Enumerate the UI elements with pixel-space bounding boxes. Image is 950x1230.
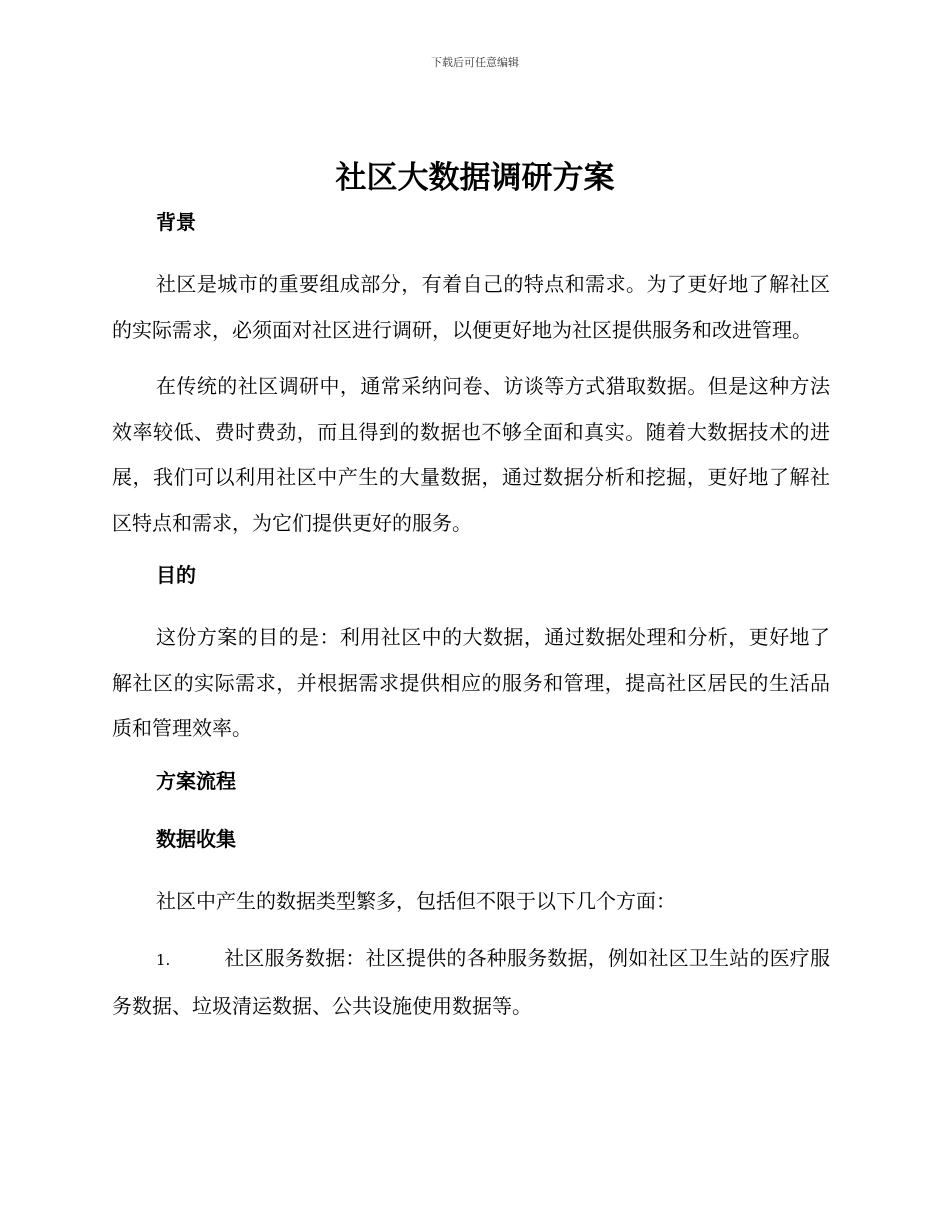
paragraph-purpose-1: 这份方案的目的是：利用社区中的大数据，通过数据处理和分析，更好地了解社区的实际需求，并根据需求提供相应的服务和管理，提高社区居民的生活品质和管理效率。 — [112, 625, 830, 740]
page-title: 社区大数据调研方案 — [335, 160, 615, 196]
document-body — [112, 204, 830, 1029]
list-item-number: 1. — [156, 951, 171, 969]
section-heading-process: 方案流程 — [156, 768, 236, 793]
section-heading-purpose: 目的 — [156, 563, 196, 587]
list-item-text: 社区服务数据：社区提供的各种服务数据，例如社区卫生站的医疗服务数据、垃圾清运数据、公共设施使用数据等。 — [112, 946, 830, 1018]
list-item — [112, 936, 830, 1029]
paragraph-background-1: 社区是城市的重要组成部分，有着自己的特点和需求。为了更好地了解社区的实际需求，必须面对社区进行调研，以便更好地为社区提供服务和改进管理。 — [112, 272, 830, 342]
page-header-note: 下载后可任意编辑 — [431, 56, 519, 69]
section-heading-collection: 数据收集 — [156, 826, 236, 851]
section-heading-background: 背景 — [156, 210, 196, 234]
paragraph-collection-intro: 社区中产生的数据类型繁多，包括但不限于以下几个方面： — [156, 888, 676, 913]
paragraph-background-2: 在传统的社区调研中，通常采纳问卷、访谈等方式猎取数据。但是这种方法效率较低、费时费劲，而且得到的数据也不够全面和真实。随着大数据技术的进展，我们可以利用社区中产生的大量数据，通过数据分析和挖掘，更好地了解社区特点和需求，为它们提供更好的服务。 — [112, 374, 830, 535]
